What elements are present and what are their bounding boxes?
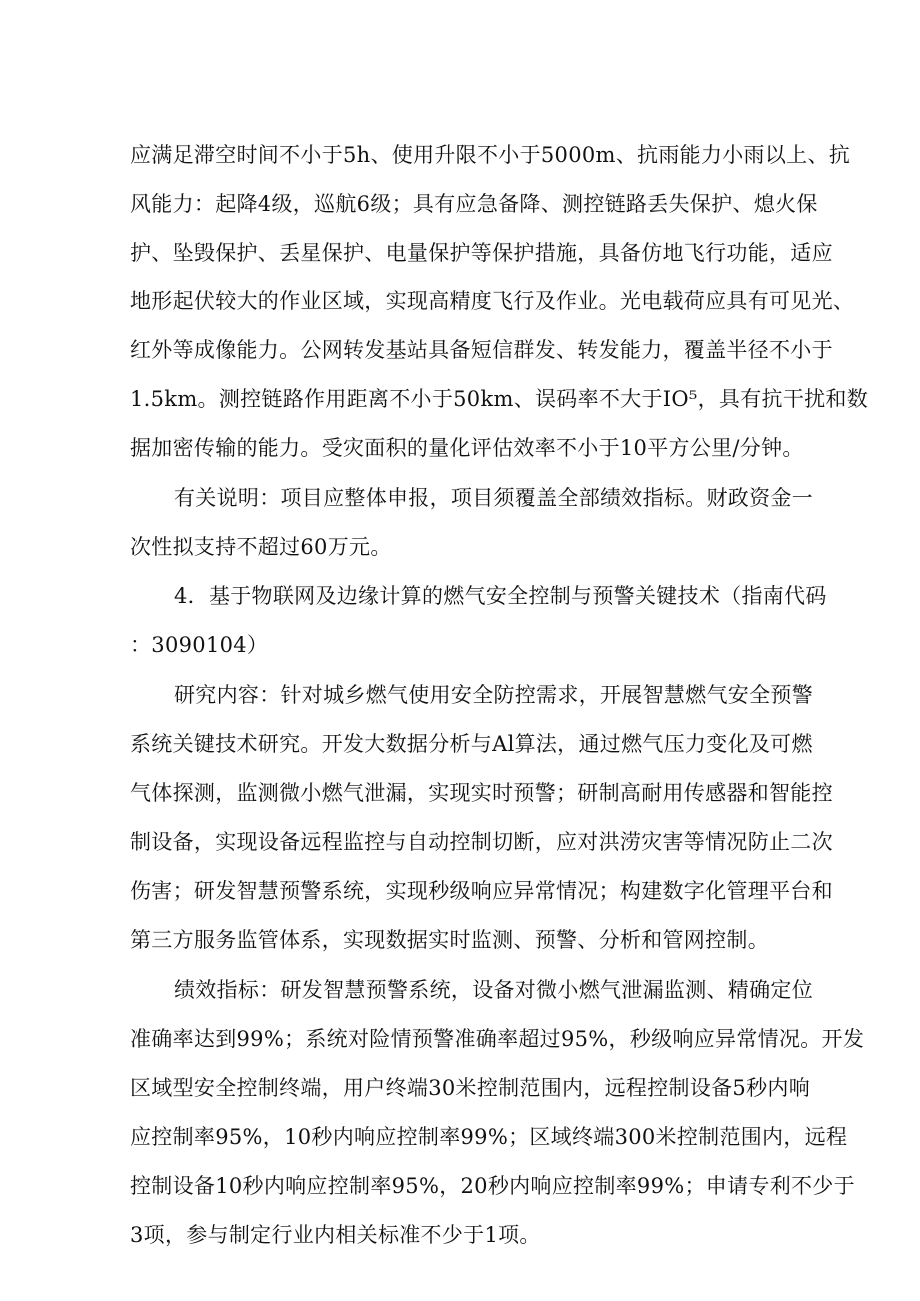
paragraph-3-line-1: 研究内容：针对城乡燃气使用安全防控需求，开展智慧燃气安全预警 [174,683,813,707]
paragraph-1-line-3: 护、坠毁保护、丢星保护、电量保护等保护措施，具备仿地飞行功能，适应 [130,241,833,265]
paragraph-4-line-6: 3项，参与制定行业内相关标准不少于1项。 [130,1223,541,1247]
paragraph-2-line-1: 有关说明：项目应整体申报，项目须覆盖全部绩效指标。财政资金一 [174,486,813,510]
paragraph-3-line-4: 制设备，实现设备远程监控与自动控制切断，应对洪涝灾害等情况防止二次 [130,830,833,854]
paragraph-1-line-1: 应满足滞空时间不小于5h、使用升限不小于5000m、抗雨能力小雨以上、抗 [130,143,851,167]
paragraph-1-line-5: 红外等成像能力。公网转发基站具备短信群发、转发能力，覆盖半径不小于 [130,338,833,362]
paragraph-4-line-1: 绩效指标：研发智慧预警系统，设备对微小燃气泄漏监测、精确定位 [174,978,813,1002]
paragraph-4-line-4: 应控制率95%，10秒内响应控制率99%；区域终端300米控制范围内，远程 [130,1125,848,1149]
paragraph-4-line-3: 区域型安全控制终端，用户终端30米控制范围内，远程控制设备5秒内响 [130,1076,810,1100]
paragraph-3-line-3: 气体探测，监测微小燃气泄漏，实现实时预警；研制高耐用传感器和智能控 [130,781,833,805]
paragraph-3-line-5: 伤害；研发智慧预警系统，实现秒级响应异常情况；构建数字化管理平台和 [130,879,833,903]
section-heading-4-line-2: ：3090104） [130,633,269,657]
section-heading-4-line-1: 4．基于物联网及边缘计算的燃气安全控制与预警关键技术（指南代码 [174,584,827,608]
paragraph-1-line-7: 据加密传输的能力。受灾面积的量化评估效率不小于10平方公里/分钟。 [130,436,804,460]
paragraph-1-line-2: 风能力：起降4级，巡航6级；具有应急备降、测控链路丢失保护、熄火保 [130,192,818,216]
paragraph-4-line-2: 准确率达到99%；系统对险情预警准确率超过95%，秒级响应异常情况。开发 [130,1027,865,1051]
paragraph-1-line-4: 地形起伏较大的作业区域，实现高精度飞行及作业。光电载荷应具有可见光、 [130,289,855,313]
paragraph-3-line-6: 第三方服务监管体系，实现数据实时监测、预警、分析和管网控制。 [130,928,769,952]
paragraph-2-line-2: 次性拟支持不超过60万元。 [130,535,392,559]
paragraph-1-line-6: 1.5km。测控链路作用距离不小于50km、误码率不大于IO⁵，具有抗干扰和数 [130,387,869,411]
paragraph-4-line-5: 控制设备10秒内响应控制率95%，20秒内响应控制率99%；申请专利不少于 [130,1174,855,1198]
paragraph-3-line-2: 系统关键技术研究。开发大数据分析与Al算法，通过燃气压力变化及可燃 [130,732,813,756]
